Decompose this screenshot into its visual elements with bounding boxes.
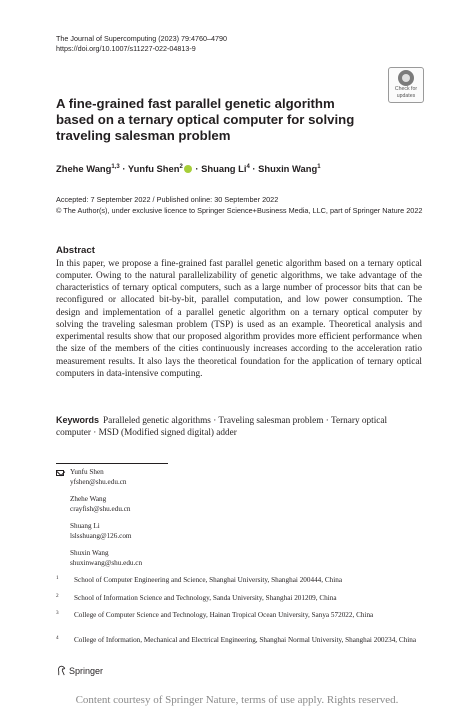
author-separator: · xyxy=(192,163,202,174)
paper-title: A fine-grained fast parallel genetic algorithm based on a ternary optical computer for solving traveling salesman problem xyxy=(56,96,355,144)
affiliation-text: College of Information, Mechanical and Electrical Engineering, Shanghai Normal University, Shanghai 200234, China xyxy=(74,636,417,644)
doi-link[interactable]: https://doi.org/10.1007/s11227-022-04813-9 xyxy=(56,44,196,53)
affiliation-number: 2 xyxy=(56,593,59,599)
affiliation-number: 1 xyxy=(56,575,59,581)
affiliation-text: School of Computer Engineering and Science, Shanghai University, Shanghai 200444, China xyxy=(74,576,343,584)
affiliation-number: 3 xyxy=(56,610,59,616)
contact-entry xyxy=(70,549,142,568)
crossmark-icon xyxy=(398,70,414,86)
affiliation-number: 4 xyxy=(56,635,59,641)
badge-label-1: Check for xyxy=(394,86,418,92)
author-name: Yunfu Shen xyxy=(127,163,180,174)
keywords-text: Paralleled genetic algorithms · Traveling salesman problem · Ternary optical computer · MSD (Modified signed digital) adder xyxy=(56,416,388,439)
contact-entry xyxy=(70,495,131,514)
abstract-text: In this paper, we propose a fine-grained fast parallel genetic algorithm based on a ternary optical computer. Owing to the natural parallelizability of genetic algorithms, we take advantage of the characteristics of ternary optical computers, such as a large number of processor bits that can be reconfigured or allocated bit-by-bit, parallel computation, and low power consumption. The design and implementation of a parallel genetic algorithm on a ternary optical computer by solving the traveling salesman problem (TSP) is used as an example. Theoretical analysis and experimental results show that our proposed algorithm provides more efficient performance when the size of the members of the cities continuously increases according to the acceleration ratio measurement results. It also lays the theoretical foundation for the application of ternary optical computers in data-intensive computing. xyxy=(56,258,422,379)
contact-email[interactable]: lslsshuang@126.com xyxy=(70,531,132,540)
accepted-published-dates: Accepted: 7 September 2022 / Published online: 30 September 2022 xyxy=(56,195,279,204)
check-for-updates-badge[interactable] xyxy=(388,67,424,103)
copyright-notice: © The Author(s), under exclusive licence to Springer Science+Business Media, LLC, part of Springer Nature 2022 xyxy=(56,205,423,215)
keywords-heading: Keywords xyxy=(56,415,100,425)
envelope-icon xyxy=(56,470,64,476)
affiliation-text: College of Computer Science and Technology, Hainan Tropical Ocean University, Sanya 572022, China xyxy=(74,611,374,619)
footnote-divider xyxy=(56,463,168,464)
courtesy-watermark: Content courtesy of Springer Nature, terms of use apply. Rights reserved. xyxy=(75,694,399,706)
badge-label-2: updates xyxy=(396,92,416,99)
contact-email[interactable]: crayfish@shu.edu.cn xyxy=(70,504,131,513)
contact-name: Shuang Li xyxy=(70,522,100,530)
keywords-section xyxy=(56,414,422,440)
author-name: Shuxin Wang xyxy=(258,163,318,174)
contact-entry xyxy=(70,468,127,487)
contact-name: Shuxin Wang xyxy=(70,549,109,557)
author-list xyxy=(56,163,321,174)
author-name: Zhehe Wang xyxy=(56,163,112,174)
publication-dates xyxy=(56,195,426,216)
author-name: Shuang Li xyxy=(201,163,247,174)
affiliation-text: School of Information Science and Technology, Sanda University, Shanghai 201209, China xyxy=(74,594,337,602)
contact-entry xyxy=(70,522,132,541)
contact-name: Zhehe Wang xyxy=(70,495,107,503)
publisher-logo xyxy=(56,665,103,676)
contact-name: Yunfu Shen xyxy=(70,468,104,476)
contact-email[interactable]: shuxinwang@shu.edu.cn xyxy=(70,558,143,567)
springer-horse-icon xyxy=(56,665,67,676)
author-affiliation-marker: 1 xyxy=(317,163,321,170)
contact-email[interactable]: yfshen@shu.edu.cn xyxy=(70,477,127,486)
author-affiliation-marker: 2 xyxy=(179,163,183,170)
orcid-icon[interactable] xyxy=(184,165,192,173)
author-affiliation-marker: 4 xyxy=(246,163,250,170)
author-separator: · xyxy=(249,163,259,174)
journal-header xyxy=(56,34,227,54)
abstract-heading: Abstract xyxy=(56,245,95,256)
journal-citation: The Journal of Supercomputing (2023) 79:4760–4790 xyxy=(56,34,228,43)
author-affiliation-marker: 1,3 xyxy=(111,163,120,170)
publisher-name: Springer xyxy=(69,666,104,676)
author-separator: · xyxy=(119,163,128,174)
